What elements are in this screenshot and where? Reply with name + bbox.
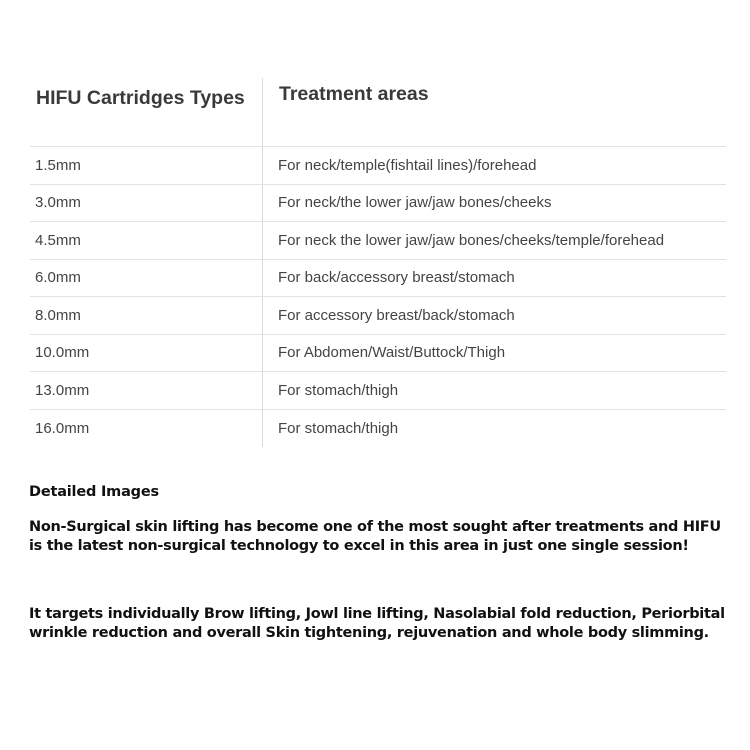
table-row <box>30 222 726 260</box>
cell-treatment-area: For stomach/thigh <box>278 419 399 437</box>
details-heading: Detailed Images <box>29 484 159 500</box>
table-body <box>30 147 726 447</box>
header-treatment-areas: Treatment areas <box>279 83 429 105</box>
cell-cartridge-type: 3.0mm <box>30 185 263 222</box>
table-header <box>30 78 726 147</box>
cell-cartridge-type: 8.0mm <box>30 297 263 334</box>
cell-cartridge-type: 10.0mm <box>30 335 263 372</box>
cell-treatment-area: For back/accessory breast/stomach <box>278 269 515 287</box>
table-row <box>30 410 726 448</box>
cell-treatment-area: For neck the lower jaw/jaw bones/cheeks/temple/forehead <box>278 231 665 249</box>
table-row <box>30 297 726 335</box>
header-cartridge-types: HIFU Cartridges Types <box>30 78 263 146</box>
table-row <box>30 372 726 410</box>
cell-treatment-area: For neck/temple(fishtail lines)/forehead <box>278 156 537 174</box>
cartridge-table <box>30 78 726 447</box>
details-paragraph-2: It targets individually Brow lifting, Jowl line lifting, Nasolabial fold reduction, Periorbital wrinkle reduction and overall Skin tightening, rejuvenation and whole body slimming. <box>29 606 725 641</box>
details-paragraph-1: Non-Surgical skin lifting has become one of the most sought after treatments and HIFU is the latest non-surgical technology to excel in this area in just one single session! <box>29 519 721 554</box>
cell-treatment-area: For stomach/thigh <box>278 381 399 399</box>
table-row <box>30 185 726 223</box>
cell-cartridge-type: 1.5mm <box>30 147 263 184</box>
table-row <box>30 260 726 298</box>
details-section <box>29 482 729 643</box>
cell-cartridge-type: 13.0mm <box>30 372 263 409</box>
table-row <box>30 335 726 373</box>
table-row <box>30 147 726 185</box>
cell-treatment-area: For neck/the lower jaw/jaw bones/cheeks <box>278 194 552 212</box>
cell-cartridge-type: 4.5mm <box>30 222 263 259</box>
cell-treatment-area: For accessory breast/back/stomach <box>278 306 515 324</box>
cell-treatment-area: For Abdomen/Waist/Buttock/Thigh <box>278 344 506 362</box>
cell-cartridge-type: 6.0mm <box>30 260 263 297</box>
cell-cartridge-type: 16.0mm <box>30 410 263 448</box>
